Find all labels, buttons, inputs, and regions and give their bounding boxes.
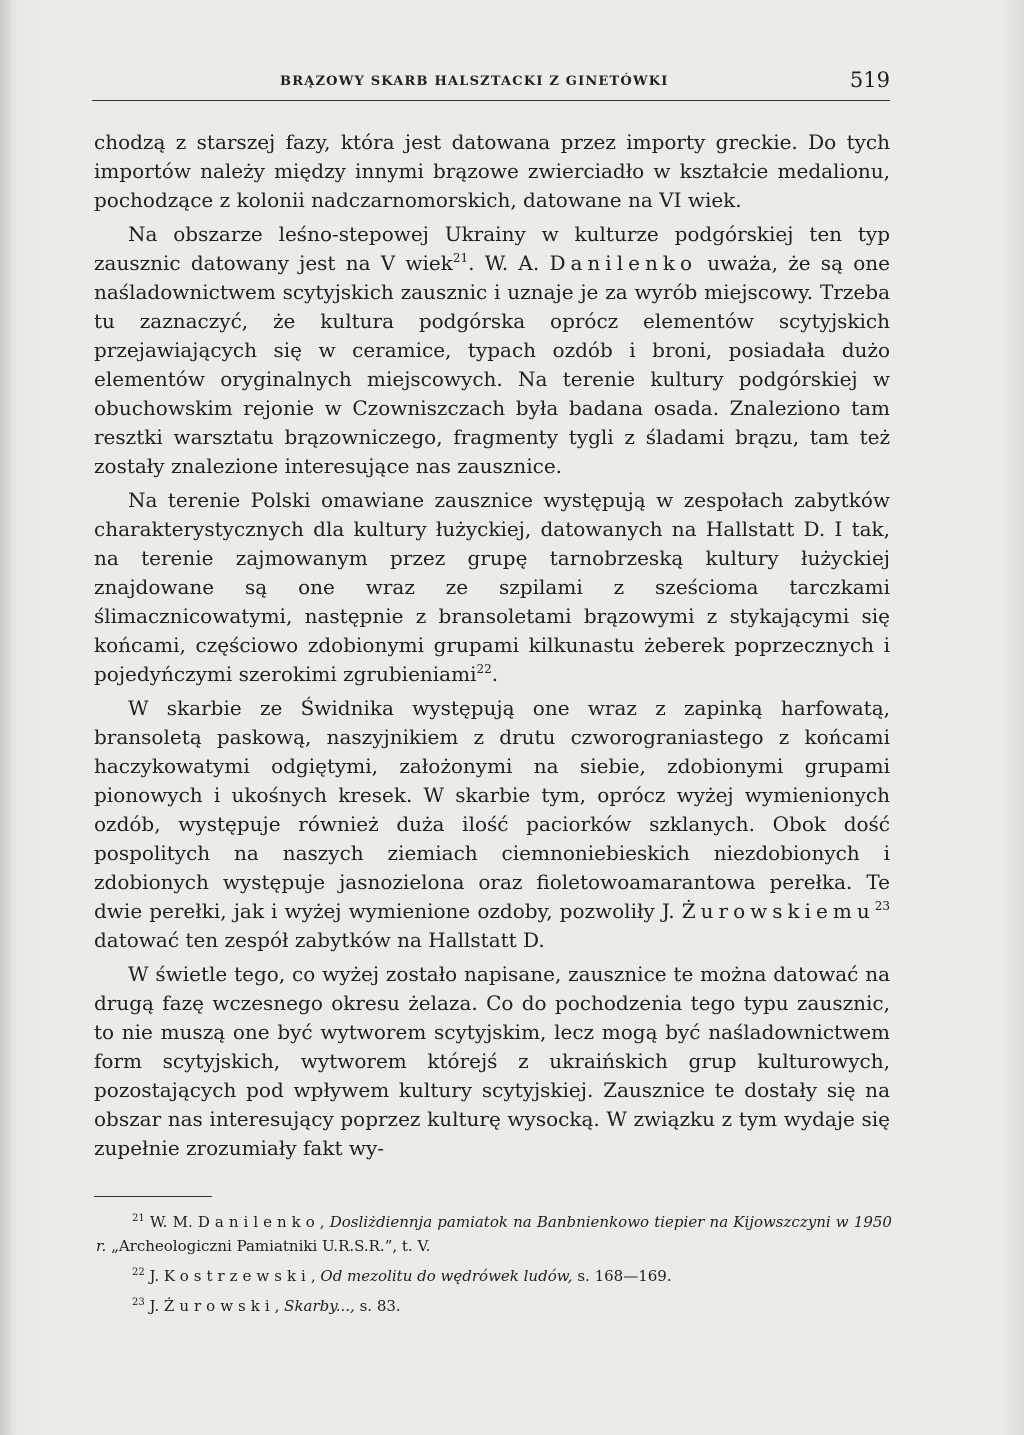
paragraph-4-text-b: datować ten zespół zabytków na Hallstatt D. — [94, 928, 545, 952]
paragraph-1 — [94, 128, 890, 215]
body-text — [94, 128, 890, 1168]
paragraph-3-text-b: . — [491, 662, 499, 686]
paragraph-3 — [94, 486, 890, 689]
footnote-separator: , — [319, 1213, 330, 1231]
footnote-rest: s. 83. — [354, 1297, 401, 1315]
paragraph-3-text-a: Na terenie Polski omawiane zausznice występują w zespołach zabytków charakterystycznych dla kultury łużyckiej, datowanych na Hallstatt D. I tak, na terenie zajmowanym przez grupę tarnobrzeską kultury łużyckiej znajdowane są one wraz ze szpilami z sześcioma tarczkami ślimacznicowatymi, następnie z bransoletami brązowymi z stykającymi się końcami, częściowo zdobionymi grupami kilkunastu żeberek poprzecznych i pojedyńczymi szerokimi zgrubieniami — [94, 488, 890, 686]
paragraph-4-text-a: W skarbie ze Świdnika występują one wraz z zapinką harfowatą, bransoletą paskową, naszyjnikiem z drutu czworograniastego z końcami haczykowatymi odgiętymi, założonymi na siebie, zdobionymi grupami pionowych i ukośnych kresek. W skarbie tym, oprócz wyżej wymienionych ozdób, występuje również duża ilość paciorków szklanych. Obok dość pospolitych na naszych ziemiach ciemnoniebieskich niezdobionych i zdobionych występuje jasnozielona oraz fioletowoamarantowa perełka. Te dwie perełki, jak i wyżej wymienione ozdoby, pozwoliły J. — [94, 696, 890, 923]
running-title: BRĄZOWY SKARB HALSZTACKI Z GINETÓWKI — [280, 74, 669, 89]
footnote-ref-23: 23 — [874, 899, 890, 913]
footnote-22 — [96, 1264, 892, 1288]
footnote-23 — [96, 1294, 892, 1318]
footnote-prefix: J. — [149, 1297, 164, 1315]
footnote-separator: , — [274, 1297, 285, 1315]
footnote-ref-21: 21 — [452, 251, 469, 265]
footnote-number: 21 — [132, 1213, 145, 1224]
footnote-title: Skarby..., — [284, 1297, 355, 1315]
footnote-title: Dosliżdiennja pamiatok na Banbnienkowo tiepier na Kijowszczyni w 1950 r. — [96, 1213, 892, 1255]
paragraph-1-text: chodzą z starszej fazy, która jest datowana przez importy greckie. Do tych importów należy między innymi brązowe zwierciadło w kształcie medalionu, pochodzące z kolonii nadczarnomorskich, datowane na VI wiek. — [94, 130, 890, 212]
footnote-prefix: J. — [149, 1267, 164, 1285]
footnote-rest: s. 168—169. — [572, 1267, 672, 1285]
footnote-ref-22: 22 — [476, 662, 492, 676]
footnote-number: 22 — [132, 1267, 145, 1278]
footnote-author: Kostrzewski — [163, 1267, 311, 1285]
paragraph-2-text-c: uważa, że są one naśladownictwem scytyjskich zausznic i uznaje je za wyrób miejscowy. Trzeba tu zaznaczyć, że kultura podgórska oprócz elementów scytyjskich przejawiających się w ceramice, typach ozdób i broni, posiadała dużo elementów oryginalnych miejscowych. Na terenie kultury podgórskiej w obuchowskim rejonie w Czowniszczach była badana osada. Znaleziono tam resztki warsztatu brązowniczego, fragmenty tygli z śladami brązu, tam też zostały znalezione interesujące nas zausznice. — [94, 251, 890, 478]
footnote-rest: „Archeologiczni Pamiatniki U.R.S.R.”, t. V. — [106, 1237, 431, 1255]
footnote-21 — [96, 1210, 892, 1258]
paragraph-4 — [94, 694, 890, 955]
paragraph-5 — [94, 960, 890, 1163]
paragraph-5-text: W świetle tego, co wyżej zostało napisane, zausznice te można datować na drugą fazę wczesnego okresu żelaza. Co do pochodzenia tego typu zausznic, to nie muszą one być wytworem scytyjskim, lecz mogą być naśladownictwem form scytyjskich, wytworem którejś z ukraińskich grup kulturowych, pozostających pod wpływem kultury scytyjskiej. Zausznice te dostały się na obszar nas interesujący poprzez kulturę wysocką. W związku z tym wydaje się zupełnie zrozumiały fakt wy- — [94, 962, 890, 1160]
page-number: 519 — [849, 68, 890, 92]
footnote-author: Danilenko — [197, 1213, 320, 1231]
footnote-prefix: W. M. — [149, 1213, 198, 1231]
footnote-number: 23 — [132, 1297, 145, 1308]
footnote-divider — [94, 1196, 212, 1197]
author-name-danilenko: Danilenko — [549, 251, 697, 275]
footnote-title: Od mezolitu do wędrówek ludów, — [320, 1267, 573, 1285]
footnote-separator: , — [310, 1267, 321, 1285]
running-header — [92, 66, 890, 101]
paragraph-2-text-a: Na obszarze leśno-stepowej Ukrainy w kulturze podgórskiej ten typ zausznic datowany jest na V wiek — [94, 222, 890, 275]
footnote-author: Żurowski — [163, 1297, 275, 1315]
paragraph-2-text-b: . W. A. — [468, 251, 550, 275]
footnotes — [96, 1210, 892, 1324]
author-name-zurowskiemu: Żurowskiemu — [681, 899, 875, 923]
paragraph-2 — [94, 220, 890, 481]
